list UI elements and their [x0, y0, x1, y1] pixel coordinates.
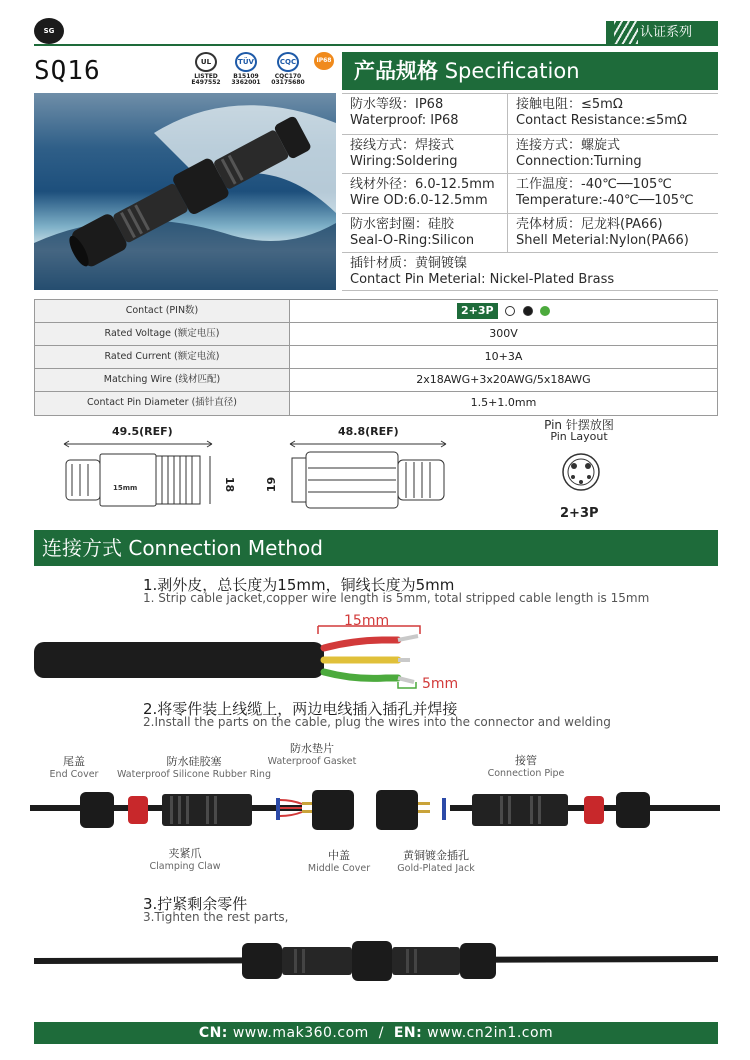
spec-wire-od [342, 174, 508, 214]
ul-mini-icon [505, 306, 515, 316]
pin-count: 2+3P [560, 506, 599, 521]
claw-en: Clamping Claw [149, 861, 221, 872]
label-rubber-ring [108, 753, 280, 780]
parameter-table [34, 299, 718, 416]
top-rule [34, 44, 718, 46]
wire-value: 2x18AWG+3x20AWG/5x18AWG [416, 373, 591, 386]
label-pipe [476, 752, 576, 779]
spec-temp-en: Temperature:-40℃──105℃ [516, 193, 694, 208]
cert-logos [190, 52, 336, 92]
logo-icon: SG [34, 18, 64, 44]
contact-label: Contact (PIN数) [35, 300, 290, 322]
table-row [35, 392, 717, 415]
product-photo [34, 93, 336, 290]
tuv-cert-number: 3362001 [231, 79, 261, 86]
step3-en: 3.Tighten the rest parts, [143, 910, 289, 924]
rubber-ring-cn: 防水硅胶塞 [166, 755, 222, 768]
step1-cn: 1.剥外皮，总长度为15mm，铜线长度为5mm [143, 576, 455, 594]
socket-drawing-icon [288, 440, 450, 510]
voltage-label: Rated Voltage (额定电压) [35, 323, 290, 345]
ul-icon: UL [195, 52, 217, 72]
connection-heading [34, 530, 718, 566]
ip68-icon: IP68 [314, 52, 334, 70]
spec-pin-en: Contact Pin Meterial: Nickel-Plated Brass [350, 272, 615, 287]
left-length-dim: 49.5(REF) [112, 425, 173, 438]
assembled-connector-icon [34, 935, 718, 985]
wire-label: Matching Wire (线材匹配) [35, 369, 290, 391]
ce-mini-icon [523, 306, 533, 316]
exploded-assembly [30, 780, 720, 840]
pin-layout-icon [561, 452, 601, 492]
gasket-en: Waterproof Gasket [267, 756, 357, 767]
assembled-connector [34, 935, 718, 985]
connection-title-cn: 连接方式 [42, 536, 122, 560]
pin-layout-title [534, 419, 624, 443]
gasket-cn: 防水垫片 [290, 742, 334, 755]
ul-cert [190, 52, 222, 86]
step1-en: 1. Strip cable jacket,copper wire length is 5mm, total stripped cable length is 15mm [143, 591, 650, 605]
spec-heading [342, 52, 718, 90]
spec-connection-en: Connection:Turning [516, 154, 642, 169]
jack-en: Gold-Plated Jack [397, 863, 475, 874]
strip-total-label: 15mm [344, 613, 390, 629]
pin-count-badge: 2+3P [457, 303, 498, 319]
middle-cn: 中盖 [328, 849, 350, 862]
end-cover-cn: 尾盖 [63, 755, 85, 768]
strip-copper-label: 5mm [422, 676, 459, 692]
tuv-cert [230, 52, 262, 86]
exploded-parts-icon [30, 780, 720, 840]
footer-cn-link[interactable]: www.mak360.com [232, 1025, 369, 1041]
connector-photo-icon [34, 93, 336, 290]
spec-grid [342, 93, 718, 290]
left-mark: 15mm [113, 484, 138, 492]
pin-layout-cn: Pin 针摆放图 [544, 418, 614, 432]
spec-shell-en: Shell Meterial:Nylon(PA66) [516, 233, 689, 248]
label-gold-jack [384, 847, 488, 874]
right-length-dim: 48.8(REF) [338, 425, 399, 438]
footer-separator: / [378, 1025, 384, 1041]
spec-wire-od-en: Wire OD:6.0-12.5mm [350, 193, 488, 208]
table-row [35, 369, 717, 392]
current-label: Rated Current (额定电流) [35, 346, 290, 368]
step2-cn: 2.将零件装上线缆上，两边电线插入插孔并焊接 [143, 700, 458, 718]
model-title: SQ16 [34, 56, 101, 86]
diameter-value: 1.5+1.0mm [470, 396, 537, 409]
cqc-cert [270, 52, 306, 86]
end-cover-en: End Cover [49, 769, 99, 780]
spec-contact-res-cn: 接触电阻：≤5mΩ [516, 97, 623, 112]
cqc-icon: CQC [277, 52, 299, 72]
spec-contact-resistance [508, 94, 718, 135]
footer-en-link[interactable]: www.cn2in1.com [427, 1025, 554, 1041]
spec-pin-cn: 插针材质：黄铜镀镍 [350, 256, 468, 271]
ul-cert-line: LISTED [194, 73, 218, 80]
plug-drawing-icon [62, 440, 217, 510]
jack-cn: 黄铜镀金插孔 [403, 849, 469, 862]
footer-cn-label: CN: [198, 1025, 228, 1041]
spec-wire-od-cn: 线材外径：6.0-12.5mm [350, 177, 495, 192]
diameter-label: Contact Pin Diameter (插针直径) [35, 392, 290, 415]
footer-en-label: EN: [393, 1025, 423, 1041]
spec-wiring [342, 135, 508, 174]
middle-en: Middle Cover [307, 863, 371, 874]
series-tag-label: 认证系列 [640, 25, 693, 40]
contact-value [290, 300, 717, 322]
footer-bar [34, 1022, 718, 1044]
spec-contact-res-en: Contact Resistance:≤5mΩ [516, 113, 687, 128]
right-drawing [288, 440, 450, 510]
cqc-cert-line: CQC170 [274, 73, 302, 80]
tuv-cert-line: B15109 [233, 73, 259, 80]
spec-waterproof-en: Waterproof: IP68 [350, 113, 459, 128]
rubber-ring-en: Waterproof Silicone Rubber Ring [117, 769, 271, 780]
label-gasket [262, 740, 362, 767]
spec-seal [342, 214, 508, 253]
spec-connection [508, 135, 718, 174]
spec-waterproof [342, 94, 508, 135]
stripes-icon [614, 21, 638, 44]
right-height-dim: 19 [265, 476, 279, 493]
connection-title-en: Connection Method [128, 536, 323, 560]
ip68-cert [312, 52, 336, 72]
spec-shell-cn: 壳体材质：尼龙料(PA66) [516, 217, 663, 232]
table-row [35, 346, 717, 369]
pin-layout-en: Pin Layout [550, 430, 608, 443]
label-clamping-claw [140, 845, 230, 872]
label-end-cover [34, 753, 114, 780]
pipe-en: Connection Pipe [487, 768, 565, 779]
left-drawing [62, 440, 217, 510]
spec-title-cn: 产品规格 [354, 59, 438, 83]
spec-wiring-cn: 接线方式：焊接式 [350, 138, 455, 153]
spec-title-en: Specification [444, 59, 580, 83]
spec-pin-material [342, 253, 718, 291]
pin-layout-diagram [561, 452, 601, 492]
table-row [35, 300, 717, 323]
current-value: 10+3A [484, 350, 523, 363]
step3-cn: 3.拧紧剩余零件 [143, 895, 248, 913]
spec-waterproof-cn: 防水等级：IP68 [350, 97, 444, 112]
spec-temperature [508, 174, 718, 214]
label-middle-cover [296, 847, 382, 874]
ul-cert-number: E497552 [191, 79, 221, 86]
step2-en: 2.Install the parts on the cable, plug the wires into the connector and welding [143, 715, 611, 729]
spec-shell [508, 214, 718, 253]
left-height-dim: 18 [223, 476, 237, 493]
spec-seal-en: Seal-O-Ring:Silicon [350, 233, 475, 248]
spec-wiring-en: Wiring:Soldering [350, 154, 458, 169]
rohs-mini-icon [540, 306, 550, 316]
pipe-cn: 接管 [515, 754, 537, 767]
spec-temp-cn: 工作温度：-40℃──105℃ [516, 177, 672, 192]
table-row [35, 323, 717, 346]
spec-connection-cn: 连接方式：螺旋式 [516, 138, 621, 153]
spec-seal-cn: 防水密封圈：硅胶 [350, 217, 455, 232]
series-tag [606, 21, 718, 44]
claw-cn: 夹紧爪 [168, 847, 202, 860]
cqc-cert-number: 03175680 [271, 79, 305, 86]
tuv-icon: TÜV [235, 52, 257, 72]
voltage-value: 300V [489, 327, 518, 340]
